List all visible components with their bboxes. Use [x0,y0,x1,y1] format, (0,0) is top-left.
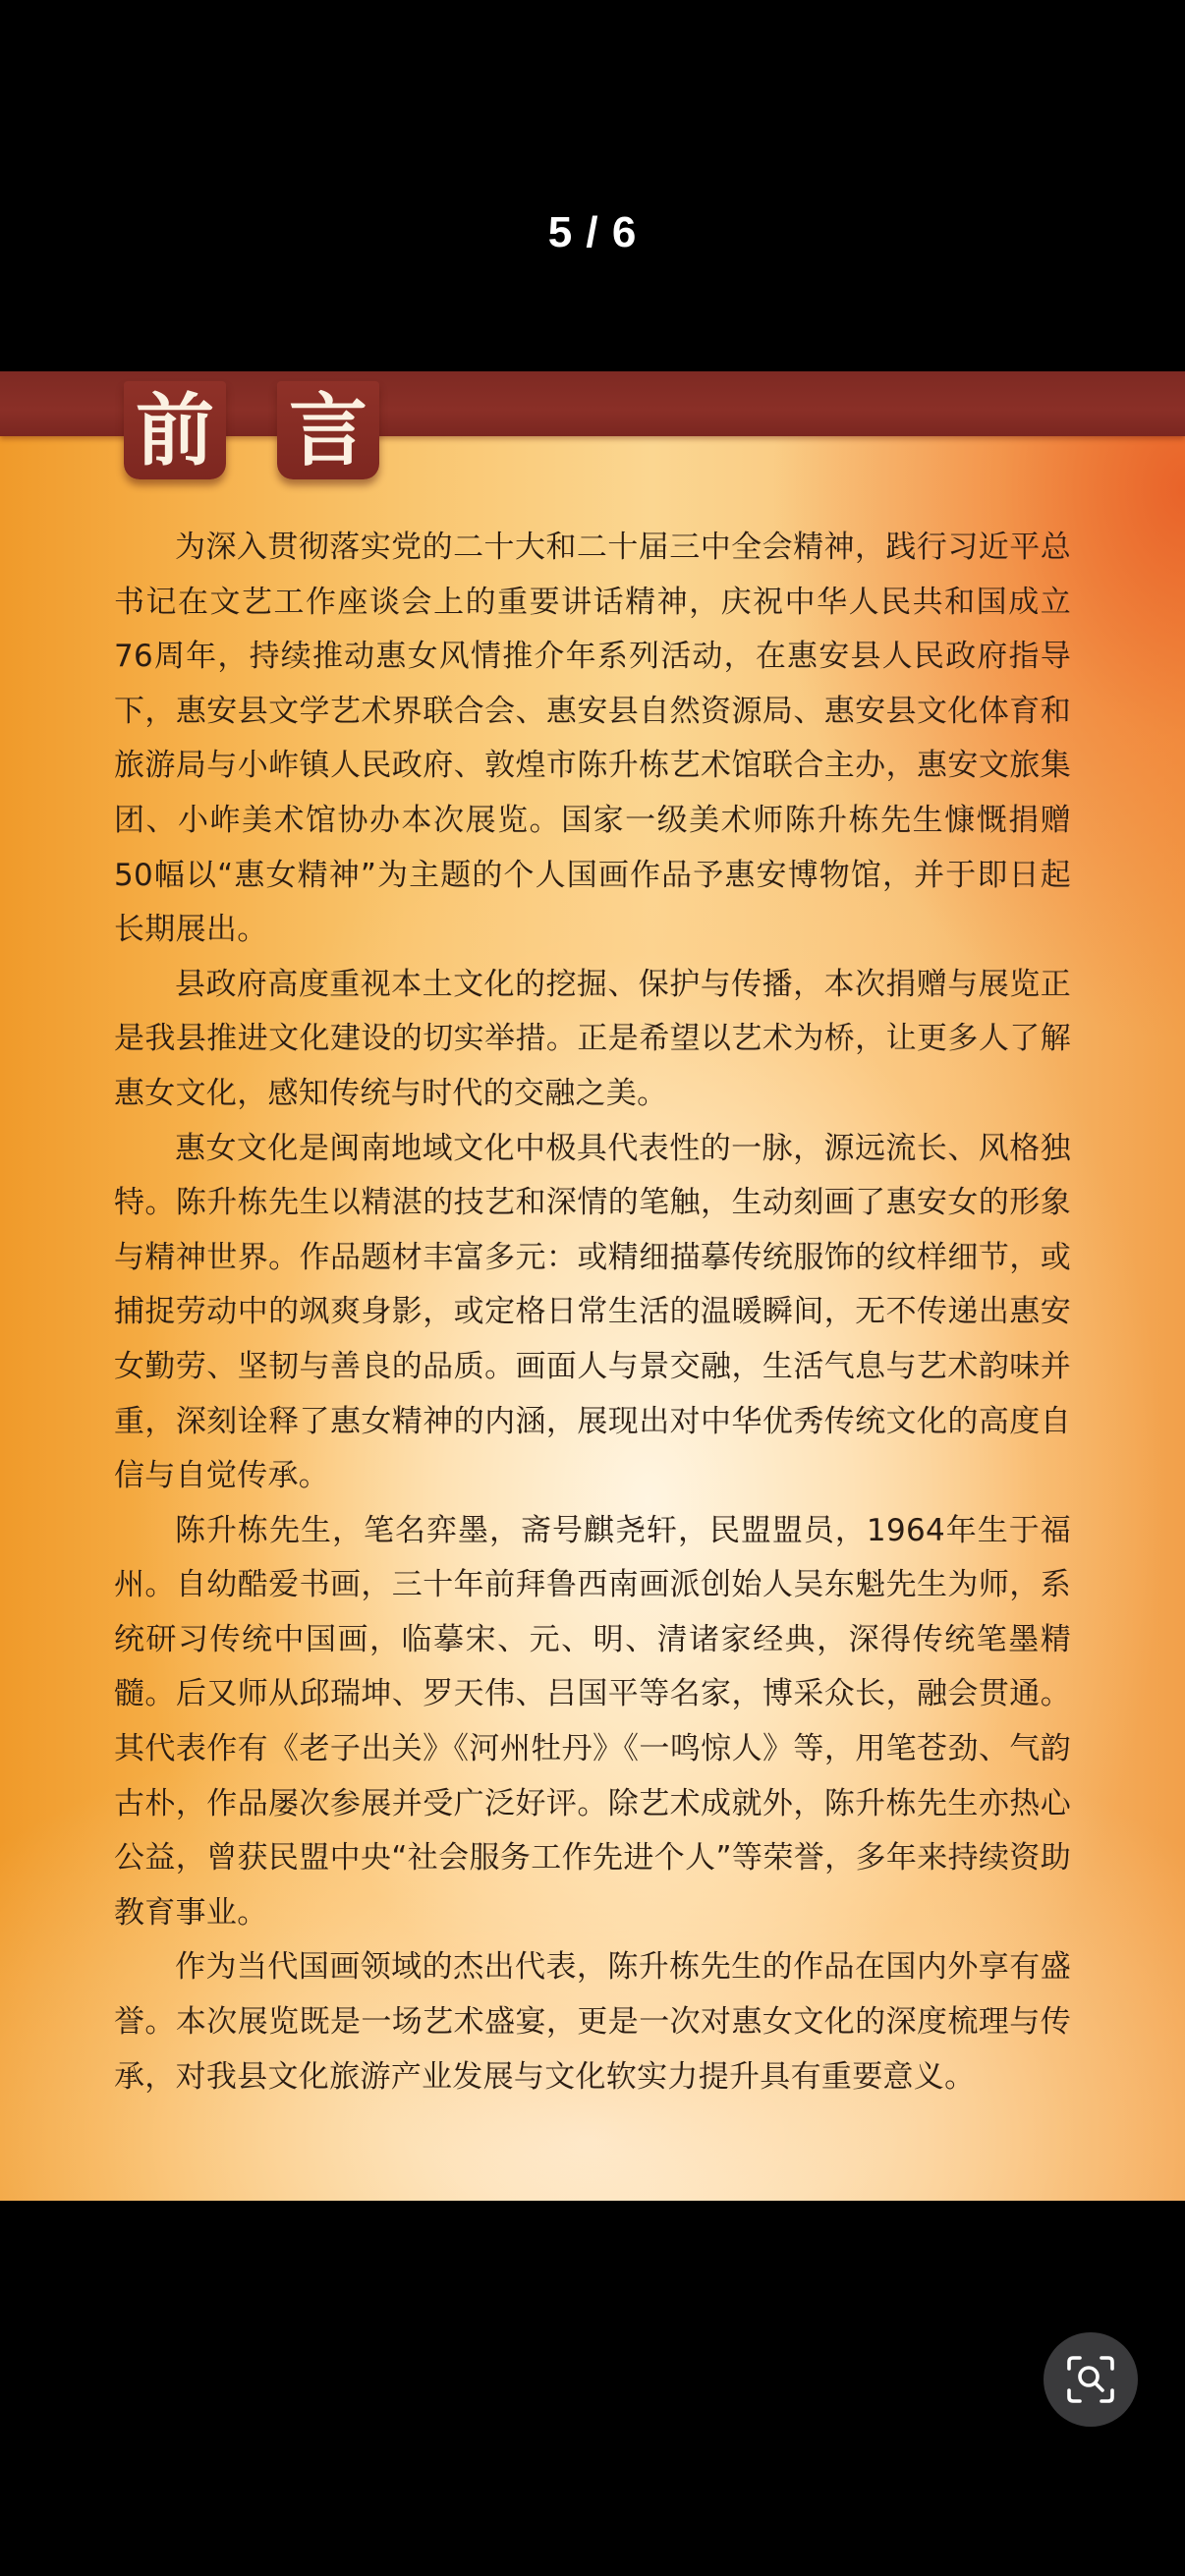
page-counter: 5 / 6 [547,208,638,256]
title-char-qian: 前 [124,381,226,479]
preface-paragraph-5: 作为当代国画领域的杰出代表，陈升栋先生的作品在国内外享有盛誉。本次展览既是一场艺术盛宴，更是一次对惠女文化的深度梳理与传承，对我县文化旅游产业发展与文化软实力提升具有重要意义。 [114,1949,1071,2095]
image-search-icon [1065,2354,1116,2405]
image-search-button[interactable] [1044,2332,1138,2427]
preface-paragraph-4: 陈升栋先生，笔名弈墨，斋号麒尧轩，民盟盟员，1964年生于福州。自幼酷爱书画，三十年前拜鲁西南画派创始人吴东魁先生为师，系统研习传统中国画，临摹宋、元、明、清诸家经典，深得传统笔墨精髓。后又师从邱瑞坤、罗天伟、吕国平等名家，博采众长，融会贯通。其代表作有《老子出关》《河州牡丹》《一鸣惊人》等，用笔苍劲、气韵古朴，作品屡次参展并受广泛好评。除艺术成就外，陈升栋先生亦热心公益，曾获民盟中央“社会服务工作先进个人”等荣誉，多年来持续资助教育事业。 [114,1512,1071,1931]
preface-paragraph-3: 惠女文化是闽南地域文化中极具代表性的一脉，源远流长、风格独特。陈升栋先生以精湛的技艺和深情的笔触，生动刻画了惠安女的形象与精神世界。作品题材丰富多元：或精细描摹传统服饰的纹样细节，或捕捉劳动中的飒爽身影，或定格日常生活的温暖瞬间，无不传递出惠安女勤劳、坚韧与善良的品质。画面人与景交融，生活气息与艺术韵味并重，深刻诠释了惠女精神的内涵，展现出对中华优秀传统文化的高度自信与自觉传承。 [114,1130,1071,1494]
poster-image[interactable] [0,371,1185,2201]
preface-body [114,521,1071,2104]
preface-paragraph-2: 县政府高度重视本土文化的挖掘、保护与传播，本次捐赠与展览正是我县推进文化建设的切实举措。正是希望以艺术为桥，让更多人了解惠女文化，感知传统与时代的交融之美。 [114,966,1071,1111]
title-char-yan: 言 [277,381,379,479]
preface-paragraph-1: 为深入贯彻落实党的二十大和二十届三中全会精神，践行习近平总书记在文艺工作座谈会上的重要讲话精神，庆祝中华人民共和国成立76周年，持续推动惠女风情推介年系列活动，在惠安县人民政府指导下，惠安县文学艺术界联合会、惠安县自然资源局、惠安县文化体育和旅游局与小岞镇人民政府、敦煌市陈升栋艺术馆联合主办，惠安文旅集团、小岞美术馆协办本次展览。国家一级美术师陈升栋先生慷慨捐赠50幅以“惠女精神”为主题的个人国画作品予惠安博物馆，并于即日起长期展出。 [114,530,1071,948]
